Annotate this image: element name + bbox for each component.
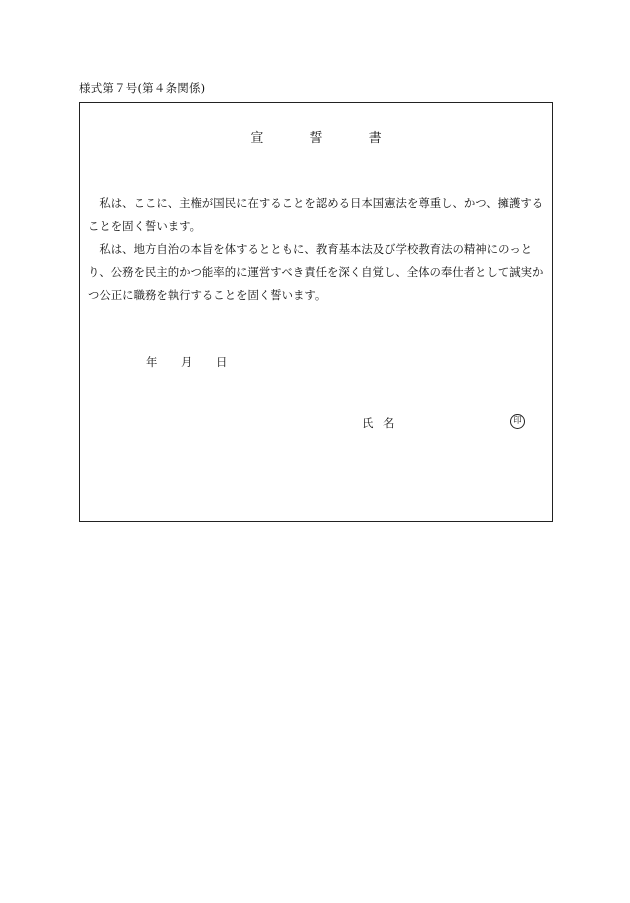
document-title bbox=[80, 127, 552, 146]
oath-paragraph-education: 私は、地方自治の本旨を体するとともに、教育基本法及び学校教育法の精神にのっとり、公務を民主的かつ能率的に運営すべき責任を深く自覚し、全体の奉仕者として誠実かつ公正に職務を執行することを固く誓います。 bbox=[88, 242, 544, 302]
oath-document-frame bbox=[79, 102, 553, 522]
title-char-sen: 宣 bbox=[250, 131, 264, 146]
oath-paragraph-constitution: 私は、ここに、主権が国民に在することを認める日本国憲法を尊重し、かつ、擁護することを固く誓います。 bbox=[88, 196, 544, 233]
seal-mark-icon: 印 bbox=[510, 414, 525, 429]
date-month-label: 月 bbox=[181, 355, 193, 369]
date-day-label: 日 bbox=[216, 355, 228, 369]
signature-name-char-1: 氏 bbox=[362, 416, 374, 430]
title-char-sho: 書 bbox=[368, 131, 382, 146]
title-char-sei: 誓 bbox=[309, 131, 323, 146]
signature-name-char-2: 名 bbox=[383, 416, 395, 430]
form-number-label: 様式第７号(第４条関係) bbox=[79, 81, 206, 95]
date-year-label: 年 bbox=[146, 355, 158, 369]
